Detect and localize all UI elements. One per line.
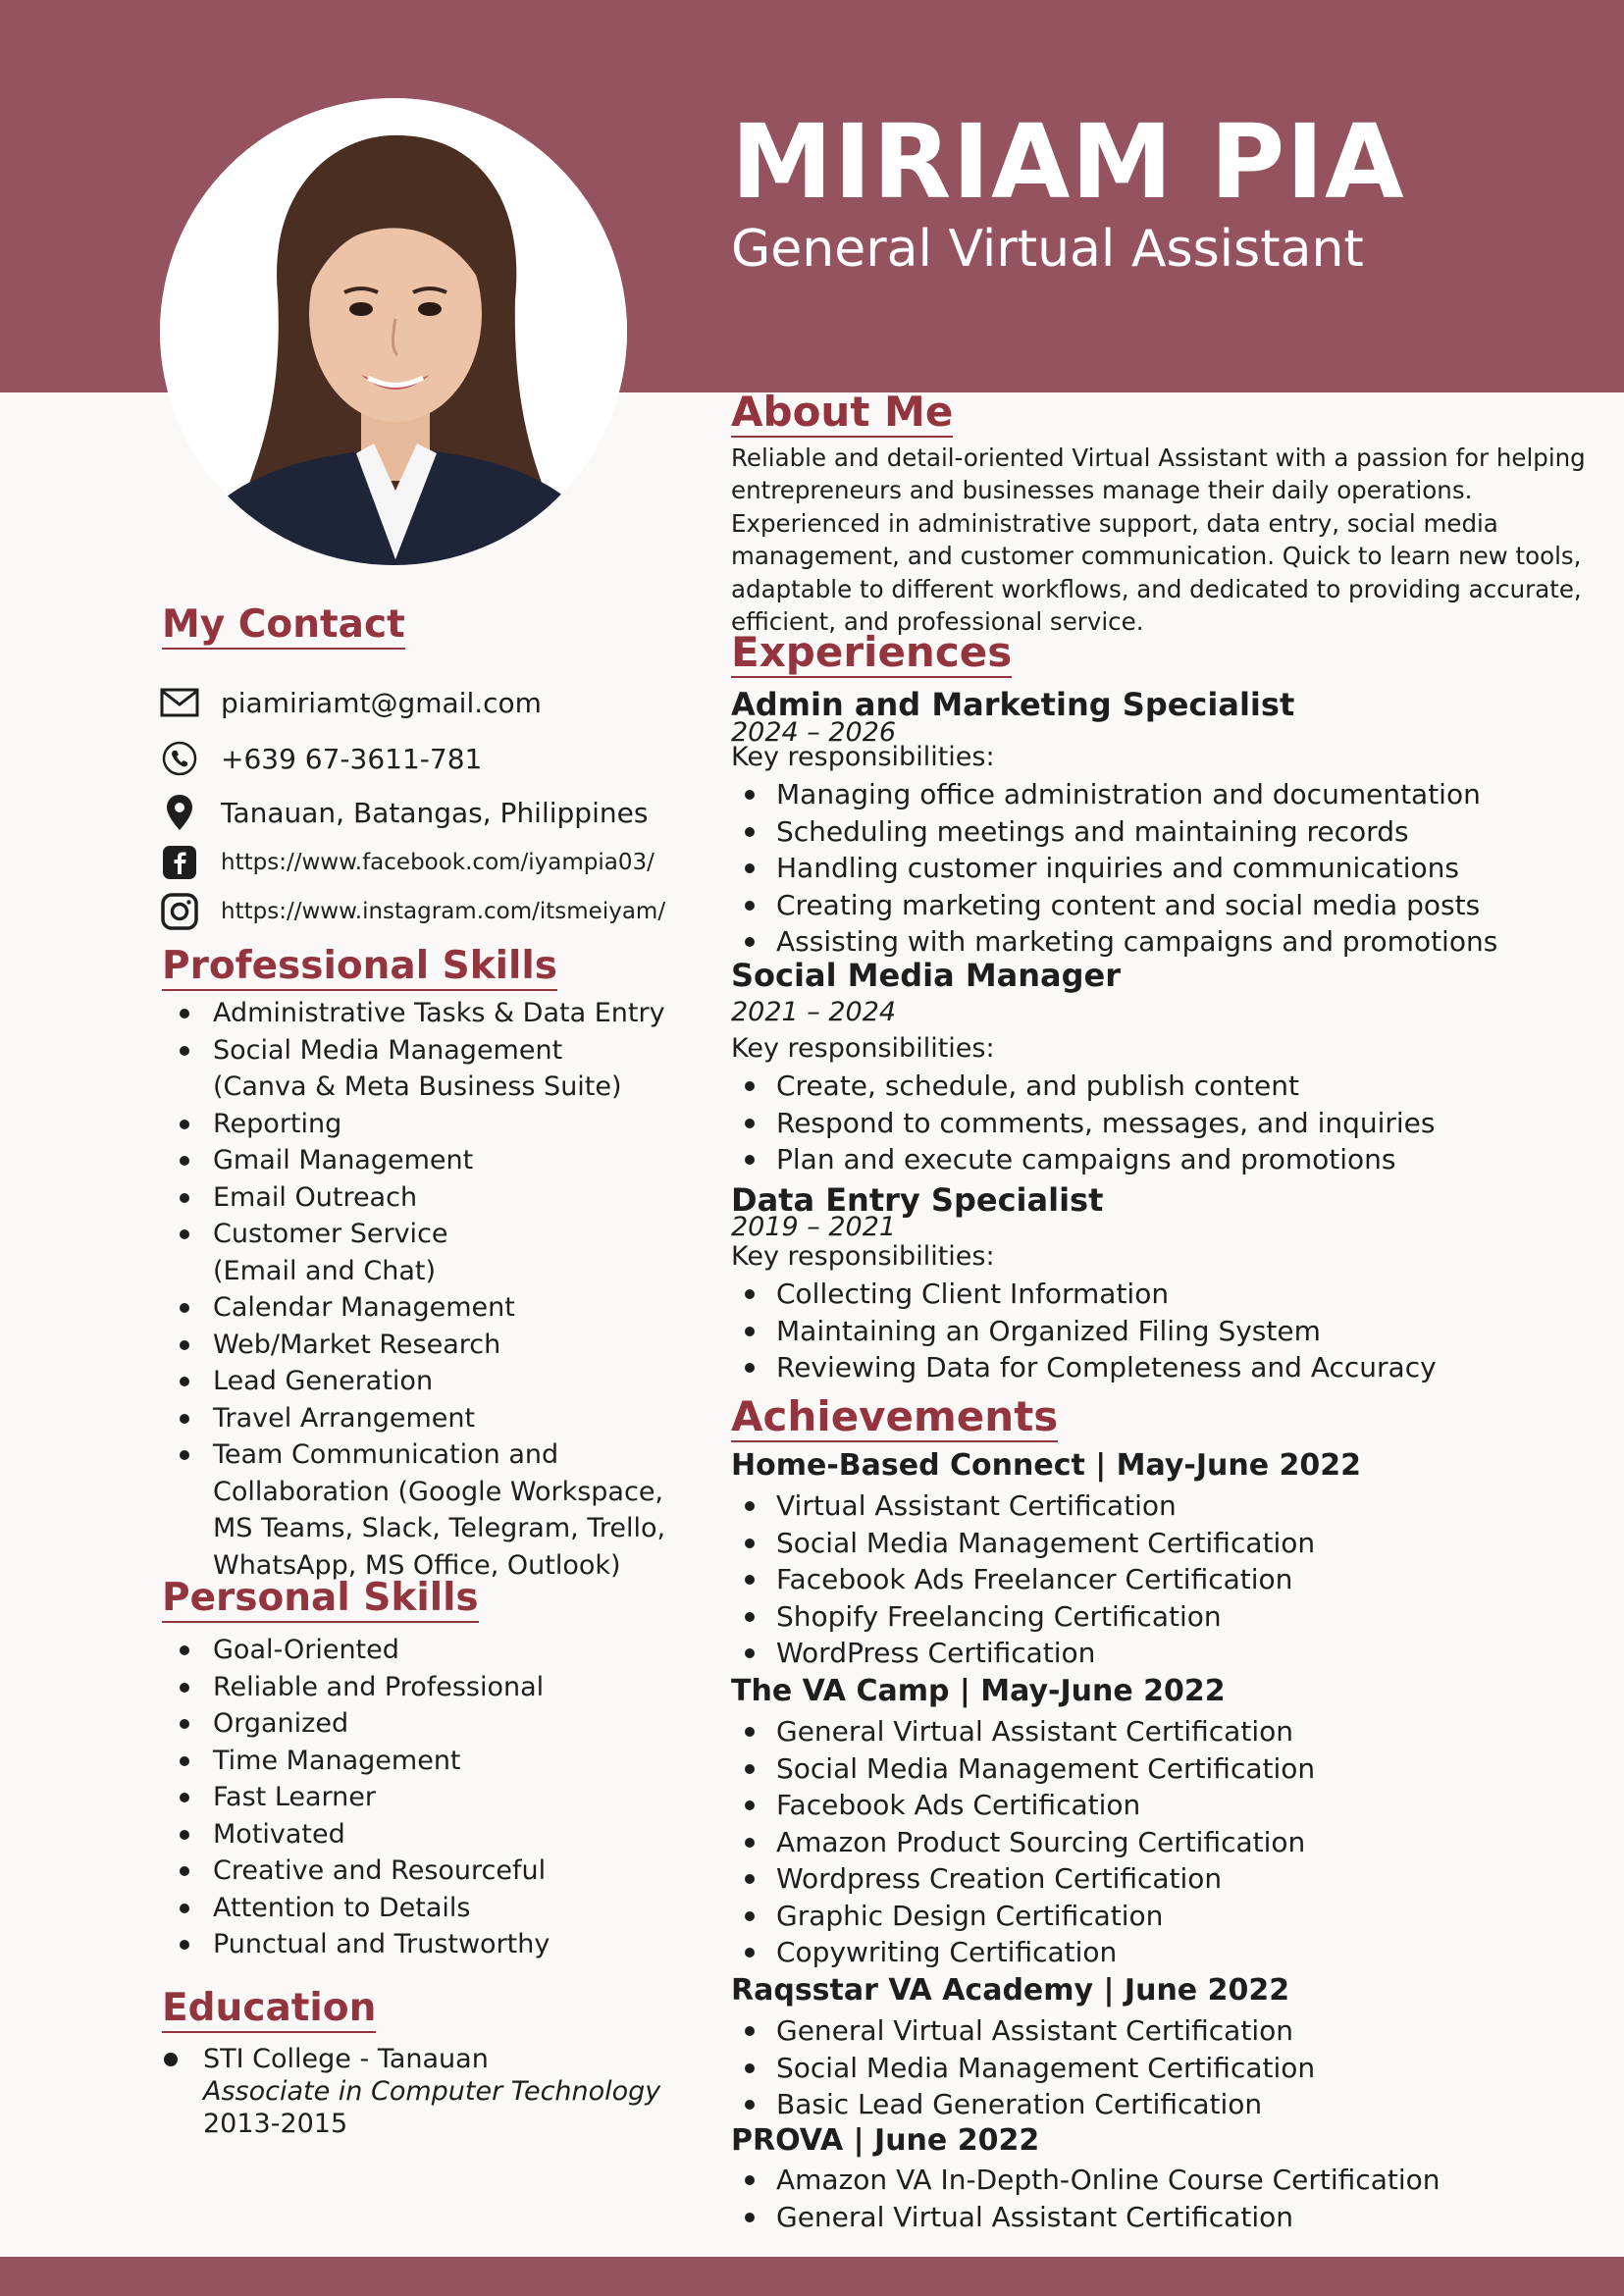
professional-skill-item <box>164 995 665 1032</box>
contact-facebook <box>160 841 655 884</box>
contact-phone-text[interactable]: +639 67-3611-781 <box>221 742 483 775</box>
achievement-group-title: Raqsstar VA Academy | June 2022 <box>731 1973 1290 2008</box>
job-dates: 2024 – 2026 <box>731 717 897 748</box>
certification-item: General Virtual Assistant Certification <box>731 2199 1441 2236</box>
certification-item: Wordpress Creation Certification <box>731 1860 1315 1898</box>
professional-skill-item-line: Administrative Tasks & Data Entry <box>213 998 665 1028</box>
achievement-list <box>731 1713 1315 1971</box>
professional-skill-item-line: Collaboration (Google Workspace, <box>213 1476 664 1507</box>
personal-skill-item: Reliable and Professional <box>164 1669 550 1706</box>
professional-skill-item <box>164 1032 665 1106</box>
responsibility-item: Scheduling meetings and maintaining records <box>731 813 1497 851</box>
responsibility-item: Maintaining an Organized Filing System <box>731 1313 1437 1350</box>
responsibility-item: Collecting Client Information <box>731 1276 1437 1313</box>
contact-instagram <box>160 890 665 933</box>
certification-item: Graphic Design Certification <box>731 1898 1315 1935</box>
professional-skill-item-line: Social Media Management <box>213 1034 563 1066</box>
certification-item: Shopify Freelancing Certification <box>731 1598 1315 1636</box>
instagram-icon <box>160 892 199 931</box>
job-responsibilities <box>731 776 1497 961</box>
job-intro: Key responsibilities: <box>731 1033 995 1064</box>
contact-email <box>160 681 542 724</box>
about-line: Experienced in administrative support, data entry, social media <box>731 508 1498 538</box>
professional-skill-item-line: Travel Arrangement <box>213 1402 476 1434</box>
job-title: Data Entry Specialist <box>731 1181 1104 1219</box>
portrait-illustration <box>160 98 627 565</box>
footer-band <box>0 2257 1624 2296</box>
professional-skill-item-line: Web/Market Research <box>213 1329 501 1360</box>
achievement-group-title: The VA Camp | May-June 2022 <box>731 1674 1226 1708</box>
professional-skill-item-line: Email Outreach <box>213 1181 418 1213</box>
education-years: 2013-2015 <box>203 2109 348 2139</box>
professional-skill-item <box>164 1179 665 1217</box>
responsibility-item: Respond to comments, messages, and inquiries <box>731 1105 1436 1142</box>
about-line: management, and customer communication. Quick to learn new tools, <box>731 542 1582 571</box>
contact-heading: My Contact <box>162 603 405 650</box>
certification-item: Facebook Ads Certification <box>731 1787 1315 1824</box>
contact-facebook-link[interactable]: https://www.facebook.com/iyampia03/ <box>221 850 655 875</box>
job-responsibilities <box>731 1276 1437 1386</box>
contact-email-text[interactable]: piamiriamt@gmail.com <box>221 686 542 719</box>
experiences-heading: Experiences <box>731 629 1012 678</box>
contact-instagram-link[interactable]: https://www.instagram.com/itsmeiyam/ <box>221 899 666 924</box>
personal-skill-item: Creative and Resourceful <box>164 1852 550 1890</box>
achievement-group-title: Home-Based Connect | May-June 2022 <box>731 1448 1362 1483</box>
achievement-list <box>731 2162 1441 2235</box>
envelope-icon <box>160 683 199 722</box>
education-entry <box>164 2043 660 2140</box>
certification-item: Facebook Ads Freelancer Certification <box>731 1561 1315 1598</box>
about-line: Reliable and detail-oriented Virtual Assistant with a passion for helping <box>731 444 1586 472</box>
candidate-name: MIRIAM PIA <box>731 102 1405 222</box>
professional-skills-heading: Professional Skills <box>162 945 557 991</box>
education-school: STI College - Tanauan <box>203 2044 489 2074</box>
job-responsibilities <box>731 1068 1436 1178</box>
about-line: entrepreneurs and businesses manage their daily operations. <box>731 476 1473 505</box>
professional-skill-item-line: (Canva & Meta Business Suite) <box>213 1071 622 1102</box>
bullet-dot <box>164 2053 178 2066</box>
professional-skill-item <box>164 1436 665 1584</box>
personal-skill-item: Punctual and Trustworthy <box>164 1926 550 1963</box>
certification-item: Amazon VA In-Depth-Online Course Certification <box>731 2162 1441 2199</box>
personal-skill-item: Attention to Details <box>164 1890 550 1927</box>
responsibility-item: Create, schedule, and publish content <box>731 1068 1436 1105</box>
professional-skill-item <box>164 1400 665 1437</box>
achievement-list <box>731 2012 1315 2123</box>
certification-item: Social Media Management Certification <box>731 1750 1315 1788</box>
certification-item: Social Media Management Certification <box>731 2050 1315 2087</box>
certification-item: Amazon Product Sourcing Certification <box>731 1824 1315 1861</box>
certification-item: Virtual Assistant Certification <box>731 1487 1315 1525</box>
personal-skills-heading: Personal Skills <box>162 1577 479 1623</box>
personal-skill-item: Organized <box>164 1705 550 1743</box>
facebook-icon <box>160 843 199 882</box>
job-title: Admin and Marketing Specialist <box>731 686 1295 723</box>
job-dates: 2019 – 2021 <box>731 1212 897 1242</box>
responsibility-item: Reviewing Data for Completeness and Accuracy <box>731 1349 1437 1386</box>
about-text <box>731 442 1604 638</box>
responsibility-item: Creating marketing content and social media posts <box>731 887 1497 924</box>
professional-skills-list <box>164 995 665 1584</box>
contact-location-text: Tanauan, Batangas, Philippines <box>221 796 649 829</box>
professional-skill-item-line: WhatsApp, MS Office, Outlook) <box>213 1549 621 1581</box>
professional-skill-item-line: (Email and Chat) <box>213 1255 437 1286</box>
profile-photo <box>160 98 627 565</box>
responsibility-item: Assisting with marketing campaigns and promotions <box>731 923 1497 961</box>
location-pin-icon <box>160 793 199 832</box>
education-degree: Associate in Computer Technology <box>203 2076 661 2107</box>
candidate-title: General Virtual Assistant <box>731 220 1364 279</box>
job-intro: Key responsibilities: <box>731 742 995 772</box>
personal-skills-list <box>164 1632 550 1963</box>
job-intro: Key responsibilities: <box>731 1241 995 1272</box>
professional-skill-item-line: MS Teams, Slack, Telegram, Trello, <box>213 1513 666 1543</box>
responsibility-item: Handling customer inquiries and communications <box>731 850 1497 887</box>
job-dates: 2021 – 2024 <box>731 997 897 1027</box>
professional-skill-item <box>164 1289 665 1327</box>
professional-skill-item <box>164 1142 665 1179</box>
certification-item: WordPress Certification <box>731 1635 1315 1672</box>
professional-skill-item-line: Customer Service <box>213 1219 448 1249</box>
personal-skill-item: Fast Learner <box>164 1779 550 1816</box>
professional-skill-item <box>164 1106 665 1143</box>
about-line: adaptable to different workflows, and dedicated to providing accurate, <box>731 574 1582 603</box>
personal-skill-item: Time Management <box>164 1743 550 1780</box>
achievement-list <box>731 1487 1315 1672</box>
certification-item: Copywriting Certification <box>731 1934 1315 1971</box>
professional-skill-item <box>164 1216 665 1289</box>
professional-skill-item-line: Reporting <box>213 1108 342 1139</box>
responsibility-item: Plan and execute campaigns and promotions <box>731 1141 1436 1178</box>
achievements-heading: Achievements <box>731 1393 1058 1442</box>
professional-skill-item-line: Team Communication and <box>213 1439 559 1470</box>
responsibility-item: Managing office administration and documentation <box>731 776 1497 813</box>
professional-skill-item-line: Calendar Management <box>213 1292 515 1323</box>
certification-item: General Virtual Assistant Certification <box>731 2012 1315 2050</box>
about-heading: About Me <box>731 389 953 438</box>
personal-skill-item: Motivated <box>164 1816 550 1853</box>
contact-phone <box>160 737 482 780</box>
contact-location <box>160 791 648 834</box>
professional-skill-item-line: Gmail Management <box>213 1145 474 1175</box>
about-line: efficient, and professional service. <box>731 607 1144 637</box>
professional-skill-item <box>164 1327 665 1364</box>
certification-item: General Virtual Assistant Certification <box>731 1713 1315 1750</box>
personal-skill-item: Goal-Oriented <box>164 1632 550 1669</box>
professional-skill-item-line: Lead Generation <box>213 1366 434 1396</box>
certification-item: Basic Lead Generation Certification <box>731 2086 1315 2123</box>
professional-skill-item <box>164 1363 665 1400</box>
phone-icon <box>160 739 199 778</box>
education-heading: Education <box>162 1987 376 2033</box>
achievement-group-title: PROVA | June 2022 <box>731 2123 1040 2158</box>
job-title: Social Media Manager <box>731 957 1122 994</box>
certification-item: Social Media Management Certification <box>731 1525 1315 1562</box>
